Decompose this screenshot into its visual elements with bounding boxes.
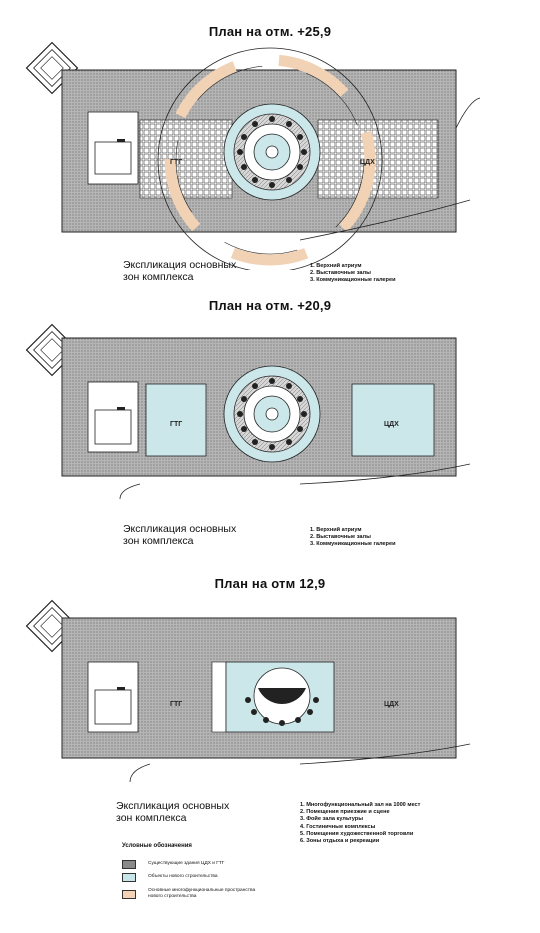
legend-item: 2. Помещения приезжие и сцене xyxy=(300,809,390,816)
legend-item: 5. Помещения художественной торговли xyxy=(300,830,414,837)
floor-plan-1 xyxy=(0,40,540,270)
legend-item: 2. Выставочные залы xyxy=(310,534,371,541)
swatch-new xyxy=(122,873,136,882)
zone-label-cdh-2: ЦДХ xyxy=(384,421,399,428)
legend-item: 3. Фойе зала культуры xyxy=(300,816,363,823)
zone-label-gtg-1: ГТГ xyxy=(170,159,183,166)
swatch-existing xyxy=(122,860,136,869)
swatch-multifunctional xyxy=(122,890,136,899)
explication-title-1: Экспликация основных зон комплекса xyxy=(123,259,237,283)
condition-existing-label: Существующие здания ЦДХ и ГТГ xyxy=(148,861,225,866)
floor-plan-2 xyxy=(0,314,540,514)
condition-multifunctional-label: Основные многофункциональные пространства нового строительства xyxy=(148,888,256,899)
conditions-title: Условные обозначения xyxy=(122,843,192,849)
zone-label-cdh-1: ЦДХ xyxy=(360,159,375,166)
legend-list-1 xyxy=(310,263,460,285)
explication-title-3: Экспликация основных зон комплекса xyxy=(116,800,230,824)
floor-plan-3 xyxy=(0,592,540,792)
zone-label-gtg-2: ГТГ xyxy=(170,421,183,428)
legend-item: 1. Верхний атриум xyxy=(310,263,362,269)
legend-item: 2. Выставочные залы xyxy=(310,270,371,277)
legend-list-2 xyxy=(310,527,460,549)
condition-new-label: Объекты нового строительства xyxy=(148,874,218,879)
legend-item: 1. Верхний атриум xyxy=(310,527,362,533)
legend-item: 3. Коммуникационные галереи xyxy=(310,277,396,284)
zone-label-cdh-3: ЦДХ xyxy=(384,701,399,708)
legend-item: 1. Многофункциональный зал на 1000 мест xyxy=(300,802,421,808)
legend-item: 4. Гостиничные комплексы xyxy=(300,823,376,830)
zone-label-gtg-3: ГТГ xyxy=(170,701,183,708)
legend-item: 3. Коммуникационные галереи xyxy=(310,541,396,548)
explication-title-2: Экспликация основных зон комплекса xyxy=(123,523,237,547)
plan-title-3: План на отм 12,9 xyxy=(214,576,326,591)
plan-title-1: План на отм. +25,9 xyxy=(208,24,332,39)
legend-item: 6. Зоны отдыха и рекреации xyxy=(300,838,380,845)
plan-title-2: План на отм. +20,9 xyxy=(208,298,332,313)
legend-list-3 xyxy=(300,802,425,845)
